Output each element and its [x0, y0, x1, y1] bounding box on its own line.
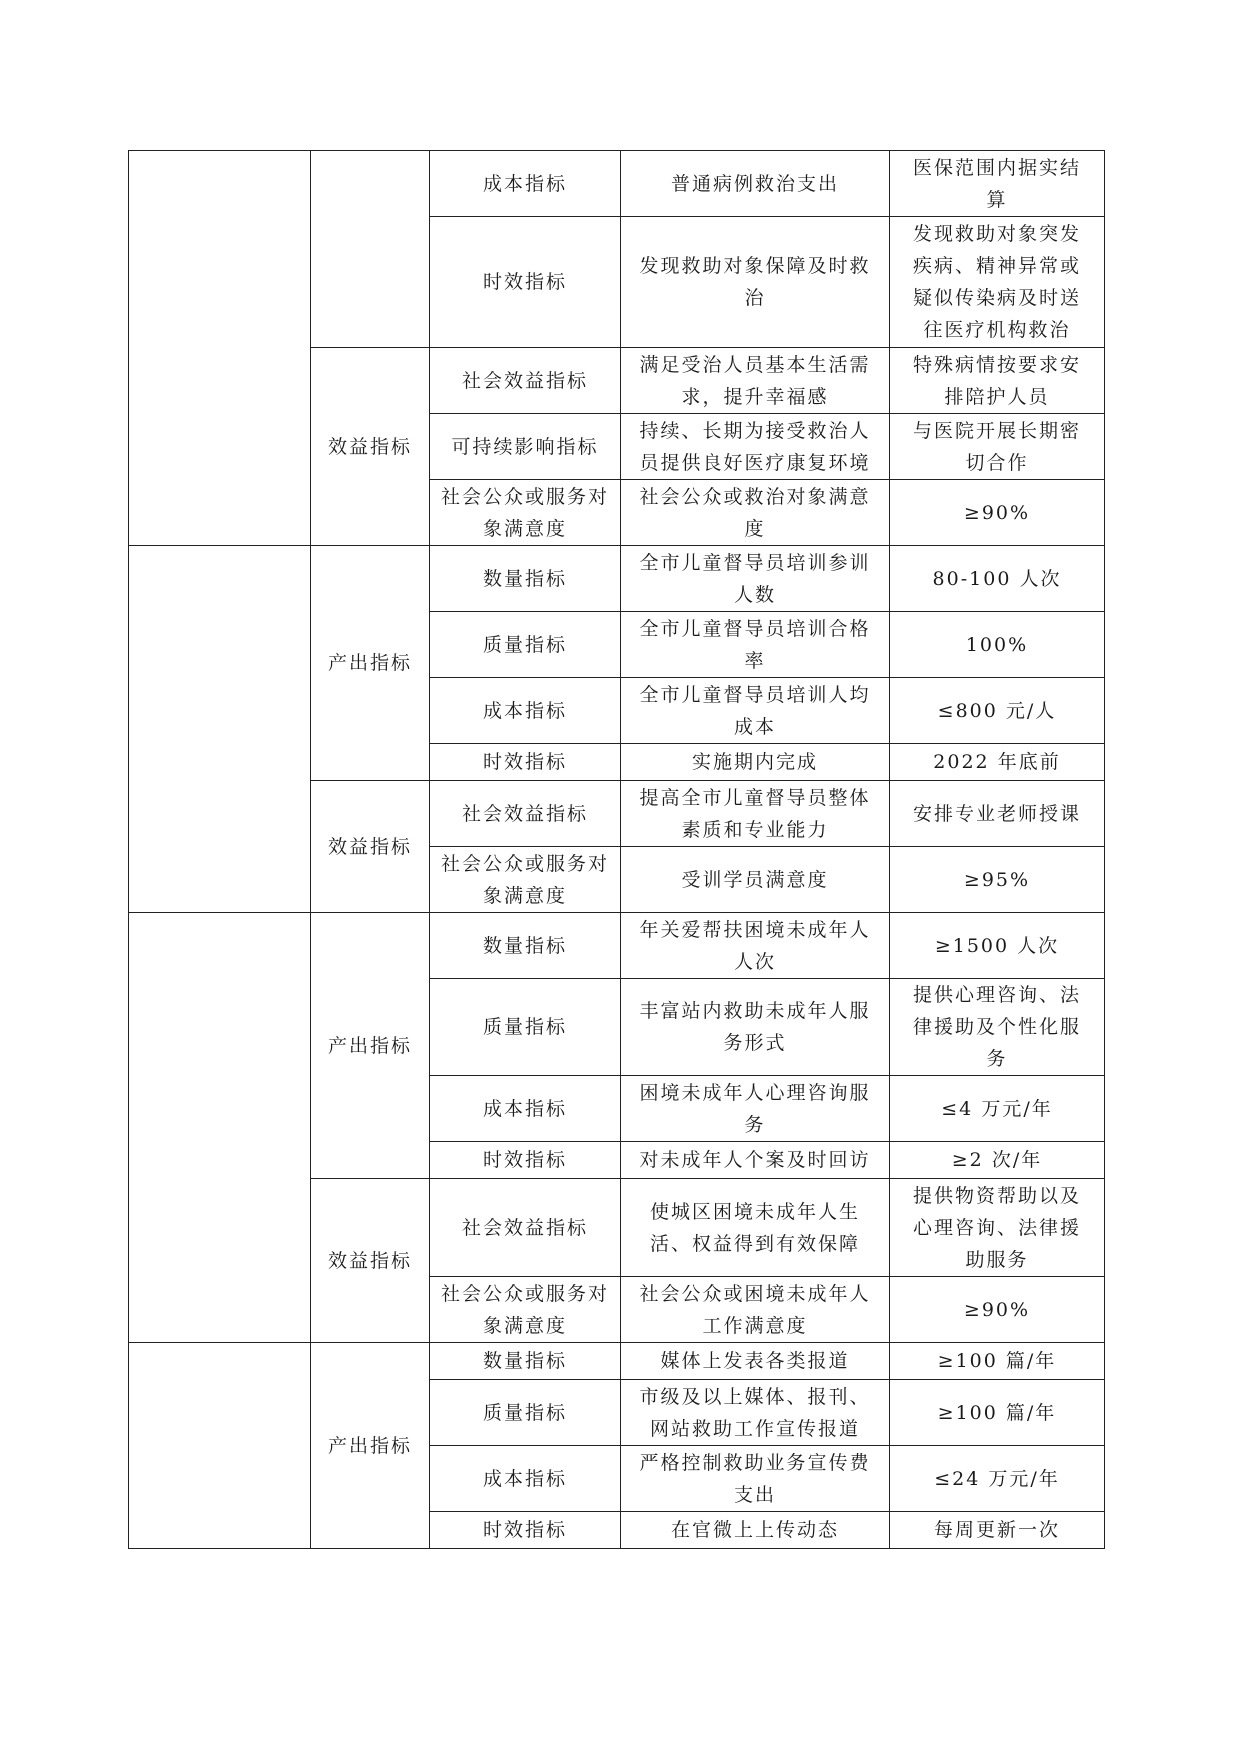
- level2-indicator-cell: 社会效益指标: [430, 348, 621, 414]
- target-value-cell: ≥2 次/年: [890, 1142, 1105, 1179]
- target-value-cell: 80-100 人次: [890, 546, 1105, 612]
- level2-indicator-cell: 成本指标: [430, 1446, 621, 1512]
- level3-indicator-cell: 满足受治人员基本生活需求，提升幸福感: [621, 348, 890, 414]
- level3-indicator-cell: 全市儿童督导员培训人均成本: [621, 678, 890, 744]
- level3-indicator-cell: 在官微上上传动态: [621, 1512, 890, 1549]
- target-value-cell: 提供物资帮助以及心理咨询、法律援助服务: [890, 1179, 1105, 1277]
- target-value-cell: ≥100 篇/年: [890, 1380, 1105, 1446]
- level2-indicator-cell: 数量指标: [430, 913, 621, 979]
- level2-indicator-cell: 成本指标: [430, 1076, 621, 1142]
- target-value-cell: ≥90%: [890, 1277, 1105, 1343]
- level2-indicator-cell: 社会公众或服务对象满意度: [430, 1277, 621, 1343]
- level3-indicator-cell: 严格控制救助业务宣传费支出: [621, 1446, 890, 1512]
- target-value-cell: 2022 年底前: [890, 744, 1105, 781]
- level3-indicator-cell: 社会公众或困境未成年人工作满意度: [621, 1277, 890, 1343]
- level1-indicator-cell: 效益指标: [311, 781, 430, 913]
- target-value-cell: ≤4 万元/年: [890, 1076, 1105, 1142]
- level2-indicator-cell: 成本指标: [430, 678, 621, 744]
- level3-indicator-cell: 困境未成年人心理咨询服务: [621, 1076, 890, 1142]
- level3-indicator-cell: 市级及以上媒体、报刊、网站救助工作宣传报道: [621, 1380, 890, 1446]
- target-value-cell: ≥95%: [890, 847, 1105, 913]
- target-value-cell: ≥100 篇/年: [890, 1343, 1105, 1380]
- level3-indicator-cell: 实施期内完成: [621, 744, 890, 781]
- level2-indicator-cell: 数量指标: [430, 546, 621, 612]
- level1-indicator-cell: 产出指标: [311, 913, 430, 1179]
- level1-indicator-cell: [311, 151, 430, 348]
- target-value-cell: ≤800 元/人: [890, 678, 1105, 744]
- level3-indicator-cell: 发现救助对象保障及时救治: [621, 217, 890, 348]
- level2-indicator-cell: 可持续影响指标: [430, 414, 621, 480]
- level3-indicator-cell: 使城区困境未成年人生活、权益得到有效保障: [621, 1179, 890, 1277]
- level3-indicator-cell: 受训学员满意度: [621, 847, 890, 913]
- level1-indicator-cell: 产出指标: [311, 546, 430, 781]
- level3-indicator-cell: 持续、长期为接受救治人员提供良好医疗康复环境: [621, 414, 890, 480]
- table-row: [129, 1343, 1105, 1380]
- level3-indicator-cell: 年关爱帮扶困境未成年人人次: [621, 913, 890, 979]
- level2-indicator-cell: 时效指标: [430, 1142, 621, 1179]
- target-value-cell: 与医院开展长期密切合作: [890, 414, 1105, 480]
- project-cell: [129, 151, 311, 546]
- level2-indicator-cell: 社会公众或服务对象满意度: [430, 480, 621, 546]
- target-value-cell: ≤24 万元/年: [890, 1446, 1105, 1512]
- level2-indicator-cell: 社会效益指标: [430, 781, 621, 847]
- table-row: [129, 546, 1105, 612]
- target-value-cell: ≥1500 人次: [890, 913, 1105, 979]
- level3-indicator-cell: 提高全市儿童督导员整体素质和专业能力: [621, 781, 890, 847]
- level2-indicator-cell: 时效指标: [430, 744, 621, 781]
- target-value-cell: 每周更新一次: [890, 1512, 1105, 1549]
- project-cell: [129, 1343, 311, 1549]
- level2-indicator-cell: 社会公众或服务对象满意度: [430, 847, 621, 913]
- level1-indicator-cell: 效益指标: [311, 348, 430, 546]
- target-value-cell: ≥90%: [890, 480, 1105, 546]
- table-row: [129, 151, 1105, 217]
- level2-indicator-cell: 时效指标: [430, 1512, 621, 1549]
- target-value-cell: 发现救助对象突发疾病、精神异常或疑似传染病及时送往医疗机构救治: [890, 217, 1105, 348]
- level2-indicator-cell: 成本指标: [430, 151, 621, 217]
- table-row: [129, 913, 1105, 979]
- level3-indicator-cell: 对未成年人个案及时回访: [621, 1142, 890, 1179]
- indicator-table: [128, 150, 1105, 1549]
- project-cell: [129, 546, 311, 913]
- level3-indicator-cell: 全市儿童督导员培训参训人数: [621, 546, 890, 612]
- level1-indicator-cell: 产出指标: [311, 1343, 430, 1549]
- level2-indicator-cell: 社会效益指标: [430, 1179, 621, 1277]
- level3-indicator-cell: 普通病例救治支出: [621, 151, 890, 217]
- level3-indicator-cell: 媒体上发表各类报道: [621, 1343, 890, 1380]
- target-value-cell: 提供心理咨询、法律援助及个性化服务: [890, 979, 1105, 1076]
- level2-indicator-cell: 质量指标: [430, 612, 621, 678]
- target-value-cell: 100%: [890, 612, 1105, 678]
- target-value-cell: 医保范围内据实结算: [890, 151, 1105, 217]
- level2-indicator-cell: 数量指标: [430, 1343, 621, 1380]
- level3-indicator-cell: 全市儿童督导员培训合格率: [621, 612, 890, 678]
- level2-indicator-cell: 质量指标: [430, 1380, 621, 1446]
- target-value-cell: 特殊病情按要求安排陪护人员: [890, 348, 1105, 414]
- level2-indicator-cell: 时效指标: [430, 217, 621, 348]
- level1-indicator-cell: 效益指标: [311, 1179, 430, 1343]
- level3-indicator-cell: 社会公众或救治对象满意度: [621, 480, 890, 546]
- target-value-cell: 安排专业老师授课: [890, 781, 1105, 847]
- project-cell: [129, 913, 311, 1343]
- level2-indicator-cell: 质量指标: [430, 979, 621, 1076]
- level3-indicator-cell: 丰富站内救助未成年人服务形式: [621, 979, 890, 1076]
